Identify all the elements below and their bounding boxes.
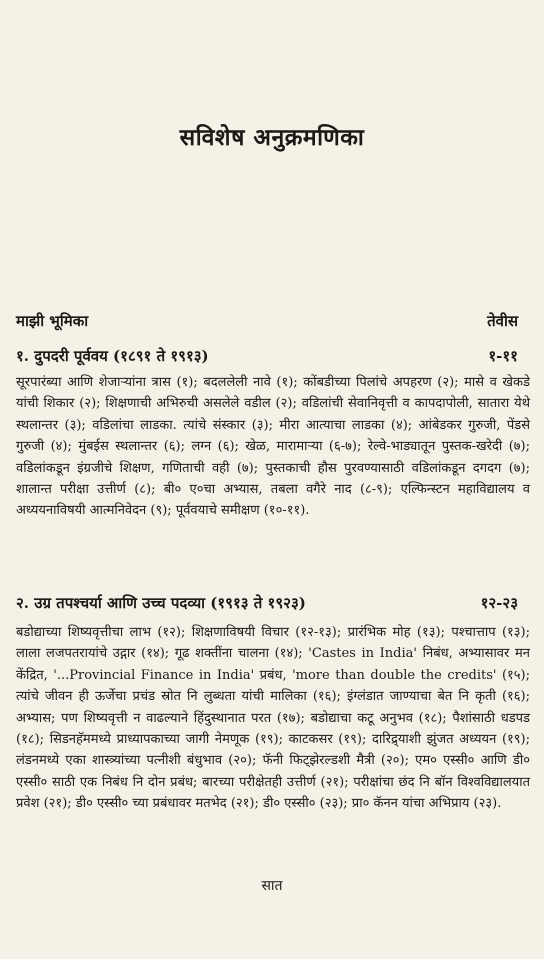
section-heading: माझी भूमिका — [16, 312, 89, 330]
section-chapter-2 — [16, 593, 518, 613]
section-chapter-1-contents: सूरपारंब्या आणि शेजाऱ्यांना त्रास (१); बदललेली नावे (१); कोंबडीच्या पिलांचे अपहरण (२); मासे व खेकडे यांची शिकार (२); शिक्षणाची अभिरुची असलेले वडील (२); वडिलांची सेवानिवृत्ती व कापदापोली, सातारा येथे स्थलान्तर (३); वडिलांचा लाडका. त्यांचे संस्कार (३); मीरा आत्याचा लाडका (४); आंबेडकर गुरुजी, पेंडसे गुरुजी (४); मुंबईस स्थलान्तर (६); लग्न (६); खेळ, मारामाऱ्या (६-७); रेल्वे-भाड्यातून पुस्तक-खरेदी (७); वडिलांकडून इंग्रजीचे शिक्षण, गणिताची वही (७); पुस्तकाची हौस पुरवण्यासाठी वडिलांकडून दगदग (७); शालान्त परीक्षा उत्तीर्ण (८); बी० ए०चा अभ्यास, तबला वगैरे नाद (८-९); एल्फिन्स्टन महाविद्यालय व अध्ययनाविषयी आत्मनिवेदन (९); पूर्ववयाचे समीक्षण (१०-११). — [16, 375, 530, 519]
section-chapter-2-contents: बडोद्याच्या शिष्यवृत्तीचा लाभ (१२); शिक्षणाविषयी विचार (१२-१३); प्रारंभिक मोह (१३); पश्चात्ताप (१३); लाला लजपतरायांचे उद्गार (१४); गूढ शक्तींना चालना (१४); 'Castes in India' निबंध, अभ्यासावर मन केंद्रित, '...Provincial Finance in India' प्रबंध, 'more than double the credits' (१५); त्यांचे जीवन ही ऊर्जेचा प्रचंड स्रोत नि लुब्धता यांची मालिका (१६); इंग्लंडात जाण्याचा बेत नि कृती (१६); अभ्यास; पण शिष्यवृत्ती न वाढल्याने हिंदुस्थानात परत (१७); बडोद्याचा कटू अनुभव (१८); पैशांसाठी धडपड (१८); सिडनहॅममध्ये प्राध्यापकाच्या जागी नेमणूक (१९); काटकसर (१९); दारिद्र्याशी झुंजत अध्ययन (१९); लंडनमध्ये एका शास्त्र्यांच्या पत्नीशी बंधुभाव (२०); फॅनी फिट्झेरल्डशी मैत्री (२०); एम० एस्सी० आणि डी० एस्सी० साठी एक निबंध नि दोन प्रबंध; बारच्या परीक्षेतही उत्तीर्ण (२१); परीक्षांचा छंद नि बॉन विश्वविद्यालयात प्रवेश (२१); डी० एस्सी० च्या प्रबंधावर मतभेद (२१); डी० एस्सी० (२३); प्रा० कॅनन यांचा अभिप्राय (२३). — [16, 625, 530, 812]
section-pages: तेवीस — [487, 312, 518, 330]
section-pages: १-११ — [488, 347, 518, 365]
page-title: सविशेष अनुक्रमणिका — [179, 124, 365, 151]
section-preface — [16, 311, 518, 331]
page-number: सात — [261, 878, 283, 894]
section-heading: २. उग्र तपश्चर्या आणि उच्च पदव्या (१९१३ ते १९२३) — [16, 594, 306, 612]
section-pages: १२-२३ — [480, 594, 518, 612]
section-chapter-1 — [16, 346, 518, 366]
section-heading: १. दुपदरी पूर्ववय (१८९१ ते १९१३) — [16, 347, 209, 365]
